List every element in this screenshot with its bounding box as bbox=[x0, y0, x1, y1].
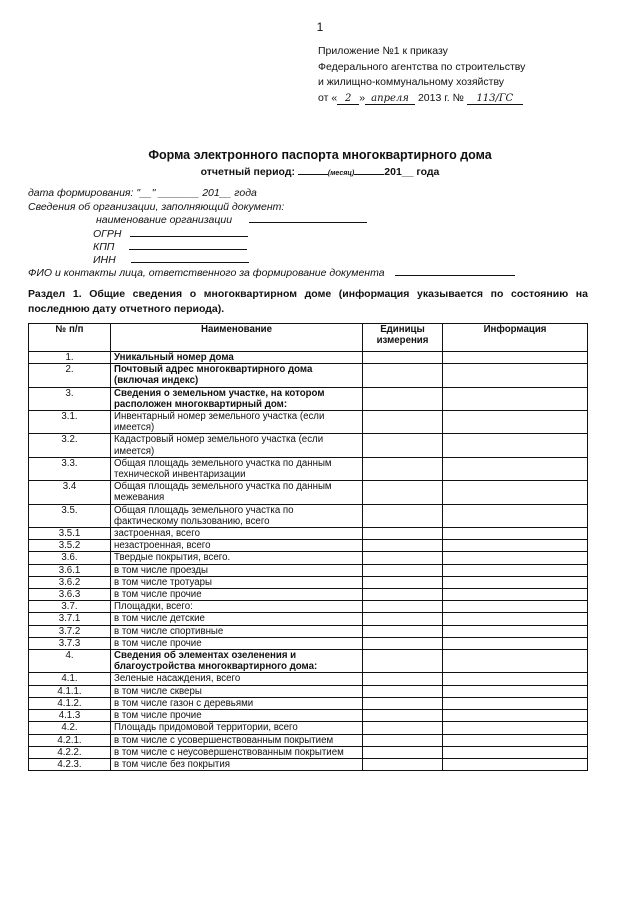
row-info bbox=[443, 481, 588, 504]
row-number: 3.5.1 bbox=[29, 528, 111, 540]
table-row bbox=[29, 734, 588, 746]
table-row bbox=[29, 387, 588, 410]
row-number: 3. bbox=[29, 387, 111, 410]
row-name: Твердые покрытия, всего. bbox=[111, 552, 363, 564]
inn-field bbox=[93, 253, 249, 266]
row-name: Почтовый адрес многоквартирного дома (включая индекс) bbox=[111, 364, 363, 387]
table-row bbox=[29, 352, 588, 364]
row-info bbox=[443, 528, 588, 540]
period-year: 201__ года bbox=[384, 166, 440, 178]
row-name: в том числе прочие bbox=[111, 589, 363, 601]
table-row bbox=[29, 411, 588, 434]
table-row bbox=[29, 564, 588, 576]
row-units bbox=[363, 589, 443, 601]
row-units bbox=[363, 576, 443, 588]
period-label: отчетный период: bbox=[200, 166, 295, 178]
row-info bbox=[443, 697, 588, 709]
date-mid: » bbox=[359, 91, 366, 104]
date-prefix: от « bbox=[318, 91, 338, 104]
reporting-period bbox=[0, 165, 640, 178]
table-row bbox=[29, 552, 588, 564]
row-info bbox=[443, 734, 588, 746]
row-units bbox=[363, 540, 443, 552]
table-row bbox=[29, 650, 588, 673]
row-info bbox=[443, 540, 588, 552]
fio-field bbox=[28, 266, 515, 279]
row-number: 3.2. bbox=[29, 434, 111, 457]
row-number: 3.5. bbox=[29, 504, 111, 527]
row-units bbox=[363, 734, 443, 746]
row-number: 3.7.2 bbox=[29, 625, 111, 637]
row-number: 3.6.2 bbox=[29, 576, 111, 588]
appendix-note bbox=[318, 44, 525, 106]
document-title: Форма электронного паспорта многоквартирного дома bbox=[148, 148, 492, 162]
table-row bbox=[29, 613, 588, 625]
row-name: в том числе прочие bbox=[111, 637, 363, 649]
row-info bbox=[443, 457, 588, 480]
row-name: в том числе детские bbox=[111, 613, 363, 625]
row-name: Уникальный номер дома bbox=[111, 352, 363, 364]
table-row bbox=[29, 601, 588, 613]
row-units bbox=[363, 650, 443, 673]
row-number: 4.1.2. bbox=[29, 697, 111, 709]
row-info bbox=[443, 722, 588, 734]
row-name: в том числе с усовершенствованным покрытием bbox=[111, 734, 363, 746]
table-row bbox=[29, 364, 588, 387]
ogrn-field bbox=[93, 227, 248, 240]
table-row bbox=[29, 673, 588, 685]
table-row bbox=[29, 576, 588, 588]
table-row bbox=[29, 697, 588, 709]
row-name: Общая площадь земельного участка по данным технической инвентаризации bbox=[111, 457, 363, 480]
row-number: 1. bbox=[29, 352, 111, 364]
table-row bbox=[29, 434, 588, 457]
row-units bbox=[363, 387, 443, 410]
table-row bbox=[29, 481, 588, 504]
row-name: Площадь придомовой территории, всего bbox=[111, 722, 363, 734]
row-units bbox=[363, 364, 443, 387]
row-number: 3.5.2 bbox=[29, 540, 111, 552]
kpp-field bbox=[93, 240, 247, 253]
row-units bbox=[363, 564, 443, 576]
row-number: 2. bbox=[29, 364, 111, 387]
row-name: Сведения о земельном участке, на котором расположен многоквартирный дом: bbox=[111, 387, 363, 410]
org-name-label: наименование организации bbox=[96, 214, 233, 226]
row-info bbox=[443, 685, 588, 697]
row-name: застроенная, всего bbox=[111, 528, 363, 540]
row-info bbox=[443, 411, 588, 434]
row-units bbox=[363, 434, 443, 457]
appendix-line-3: и жилищно-коммунальному хозяйству bbox=[318, 76, 505, 88]
row-name: Общая площадь земельного участка по фактическому пользованию, всего bbox=[111, 504, 363, 527]
date-year-part: 2013 г. № bbox=[417, 91, 464, 104]
row-info bbox=[443, 710, 588, 722]
table-header-row bbox=[29, 324, 588, 352]
row-info bbox=[443, 576, 588, 588]
row-units bbox=[363, 613, 443, 625]
table-row bbox=[29, 528, 588, 540]
org-name-field bbox=[96, 213, 367, 226]
row-units bbox=[363, 697, 443, 709]
row-units bbox=[363, 352, 443, 364]
row-number: 4. bbox=[29, 650, 111, 673]
row-number: 4.2.3. bbox=[29, 758, 111, 770]
col-header-number: № п/п bbox=[29, 324, 111, 352]
row-info bbox=[443, 625, 588, 637]
row-name: в том числе без покрытия bbox=[111, 758, 363, 770]
col-header-info: Информация bbox=[443, 324, 588, 352]
row-units bbox=[363, 637, 443, 649]
table-row bbox=[29, 504, 588, 527]
table-row bbox=[29, 625, 588, 637]
row-info bbox=[443, 673, 588, 685]
row-number: 3.7.1 bbox=[29, 613, 111, 625]
table-row bbox=[29, 722, 588, 734]
row-units bbox=[363, 504, 443, 527]
row-name: Кадастровый номер земельного участка (если имеется) bbox=[111, 434, 363, 457]
row-number: 3.1. bbox=[29, 411, 111, 434]
row-units bbox=[363, 528, 443, 540]
row-name: Зеленые насаждения, всего bbox=[111, 673, 363, 685]
row-number: 4.2. bbox=[29, 722, 111, 734]
row-info bbox=[443, 387, 588, 410]
row-name: Общая площадь земельного участка по данным межевания bbox=[111, 481, 363, 504]
row-name: незастроенная, всего bbox=[111, 540, 363, 552]
row-units bbox=[363, 552, 443, 564]
passport-table bbox=[28, 323, 588, 771]
table-row bbox=[29, 637, 588, 649]
kpp-label: КПП bbox=[93, 241, 115, 253]
row-number: 3.7. bbox=[29, 601, 111, 613]
row-name: в том числе спортивные bbox=[111, 625, 363, 637]
row-number: 4.1.3 bbox=[29, 710, 111, 722]
row-info bbox=[443, 352, 588, 364]
row-number: 3.7.3 bbox=[29, 637, 111, 649]
row-info bbox=[443, 434, 588, 457]
ogrn-label: ОГРН bbox=[93, 228, 122, 240]
row-name: в том числе газон с деревьями bbox=[111, 697, 363, 709]
row-name: Инвентарный номер земельного участка (если имеется) bbox=[111, 411, 363, 434]
row-number: 4.1.1. bbox=[29, 685, 111, 697]
table-row bbox=[29, 710, 588, 722]
section-title: Раздел 1. Общие сведения о многоквартирном доме (информация указывается по состоянию на последнюю дату отчетного периода). bbox=[28, 288, 588, 315]
table-row bbox=[29, 540, 588, 552]
row-units bbox=[363, 673, 443, 685]
row-info bbox=[443, 589, 588, 601]
table-row bbox=[29, 457, 588, 480]
row-info bbox=[443, 746, 588, 758]
row-number: 3.6. bbox=[29, 552, 111, 564]
org-info-label: Сведения об организации, заполняющий документ: bbox=[28, 201, 285, 213]
row-name: Площадки, всего: bbox=[111, 601, 363, 613]
row-units bbox=[363, 710, 443, 722]
row-info bbox=[443, 637, 588, 649]
table-row bbox=[29, 685, 588, 697]
appendix-line-2: Федерального агентства по строительству bbox=[318, 60, 526, 73]
row-number: 3.6.1 bbox=[29, 564, 111, 576]
row-units bbox=[363, 601, 443, 613]
row-number: 3.4 bbox=[29, 481, 111, 504]
row-info bbox=[443, 564, 588, 576]
row-number: 4.2.1. bbox=[29, 734, 111, 746]
row-number: 3.3. bbox=[29, 457, 111, 480]
date-formed-label: дата формирования: "__" _______ 201__ года bbox=[28, 187, 257, 199]
page-number: 1 bbox=[316, 20, 324, 34]
row-name: в том числе тротуары bbox=[111, 576, 363, 588]
row-info bbox=[443, 650, 588, 673]
row-number: 4.2.2. bbox=[29, 746, 111, 758]
row-units bbox=[363, 758, 443, 770]
row-info bbox=[443, 552, 588, 564]
row-units bbox=[363, 625, 443, 637]
inn-label: ИНН bbox=[93, 254, 116, 266]
col-header-name: Наименование bbox=[111, 324, 363, 352]
row-units bbox=[363, 685, 443, 697]
row-name: в том числе прочие bbox=[111, 710, 363, 722]
row-units bbox=[363, 481, 443, 504]
table-row bbox=[29, 589, 588, 601]
handwritten-day: 2 bbox=[337, 93, 359, 105]
row-number: 4.1. bbox=[29, 673, 111, 685]
row-units bbox=[363, 411, 443, 434]
table-row bbox=[29, 758, 588, 770]
appendix-date-line bbox=[318, 91, 525, 107]
row-units bbox=[363, 457, 443, 480]
table-row bbox=[29, 746, 588, 758]
row-number: 3.6.3 bbox=[29, 589, 111, 601]
row-name: в том числе с неусовершенствованным покрытием bbox=[111, 746, 363, 758]
fio-label: ФИО и контакты лица, ответственного за формирование документа bbox=[28, 267, 385, 279]
row-name: в том числе проезды bbox=[111, 564, 363, 576]
period-month-hint: (месяц) bbox=[327, 170, 355, 177]
appendix-line-1: Приложение №1 к приказу bbox=[318, 45, 448, 57]
row-info bbox=[443, 758, 588, 770]
row-name: Сведения об элементах озеленения и благоустройства многоквартирного дома: bbox=[111, 650, 363, 673]
row-info bbox=[443, 364, 588, 387]
row-units bbox=[363, 746, 443, 758]
handwritten-month: апреля bbox=[365, 93, 415, 105]
row-info bbox=[443, 613, 588, 625]
row-name: в том числе скверы bbox=[111, 685, 363, 697]
row-units bbox=[363, 722, 443, 734]
handwritten-order-number: 113/ГС bbox=[467, 93, 523, 105]
row-info bbox=[443, 601, 588, 613]
col-header-units: Единицы измерения bbox=[363, 324, 443, 352]
row-info bbox=[443, 504, 588, 527]
